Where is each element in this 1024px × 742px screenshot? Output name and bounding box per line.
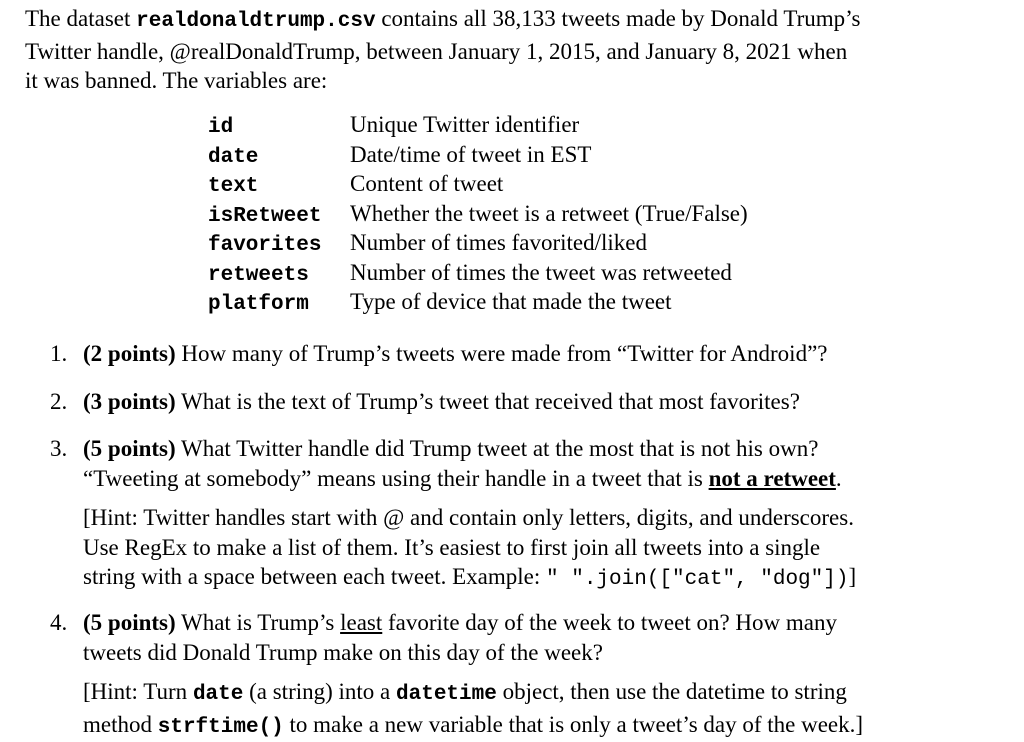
dataset-filename: realdonaldtrump.csv (136, 10, 376, 33)
code-date: date (192, 683, 244, 706)
question-text: (3 points) What is the text of Trump’s tweet that received that most favorites? (83, 389, 800, 414)
variables-table (208, 110, 748, 317)
variable-name: favorites (208, 234, 322, 257)
question-number: 2. (50, 389, 68, 414)
variable-row (208, 199, 748, 229)
points-label: (5 points) (83, 610, 176, 635)
points-label: (2 points) (83, 341, 176, 366)
code-join-example: " ".join(["cat", "dog"]) (546, 568, 849, 591)
question-text: (5 points) What Twitter handle did Trump tweet at the most that is not his own? “Tweeting at somebody” means using their handle in a tweet that is not a retweet. (83, 436, 842, 491)
variable-row (208, 169, 748, 199)
intro-line-2: Twitter handle, @realDonaldTrump, between January 1, 2015, and January 8, 2021 when (25, 38, 848, 64)
variable-description: Unique Twitter identifier (350, 112, 580, 137)
variable-description: Content of tweet (350, 171, 504, 196)
question-text: (2 points) How many of Trump’s tweets were made from “Twitter for Android”? (83, 341, 828, 366)
variable-description: Whether the tweet is a retweet (True/False) (350, 200, 748, 226)
question-number: 1. (50, 341, 68, 366)
points-label: (3 points) (83, 389, 176, 414)
variable-row (208, 140, 748, 170)
variable-row (208, 287, 748, 317)
emphasis-not-a-retweet: not a retweet (708, 465, 836, 491)
variable-row (208, 228, 748, 258)
code-datetime: datetime (396, 683, 497, 706)
intro-line-1: The dataset realdonaldtrump.csv contains all 38,133 tweets made by Donald Trump’s (25, 6, 861, 33)
question-number: 4. (50, 610, 68, 635)
variable-description: Type of device that made the tweet (350, 289, 672, 314)
variable-row (208, 258, 748, 288)
code-strftime: strftime() (157, 715, 284, 739)
variable-description: Number of times the tweet was retweeted (350, 259, 732, 285)
intro-line-3: it was banned. The variables are: (25, 68, 328, 93)
variable-name: retweets (208, 263, 309, 287)
points-label: (5 points) (83, 436, 176, 461)
variable-name: id (208, 116, 234, 139)
intro-paragraph (25, 4, 1005, 96)
question-4-hint: [Hint: Turn date (a string) into a datetime object, then use the datetime to string method strftime() to make a new variable that is only a tweet’s day of the week.] (83, 679, 864, 739)
variable-name: date (208, 145, 259, 169)
question-3-hint: [Hint: Twitter handles start with @ and contain only letters, digits, and underscores. Use RegEx to make a list of them. It’s easiest to first join all tweets into a single string with a space between each tweet. Example: " ".join(["cat", "dog"])] (83, 505, 857, 591)
variable-name: text (208, 175, 259, 198)
variable-description: Number of times favorited/liked (350, 230, 648, 255)
variable-description: Date/time of tweet in EST (350, 141, 592, 167)
variable-name: platform (208, 293, 309, 316)
variable-row (208, 110, 748, 140)
variable-name: isRetweet (208, 204, 322, 228)
emphasis-least: least (340, 610, 383, 635)
question-text: (5 points) What is Trump’s least favorite day of the week to tweet on? How many tweets did Donald Trump make on this day of the week? (83, 610, 837, 665)
question-number: 3. (50, 436, 68, 461)
